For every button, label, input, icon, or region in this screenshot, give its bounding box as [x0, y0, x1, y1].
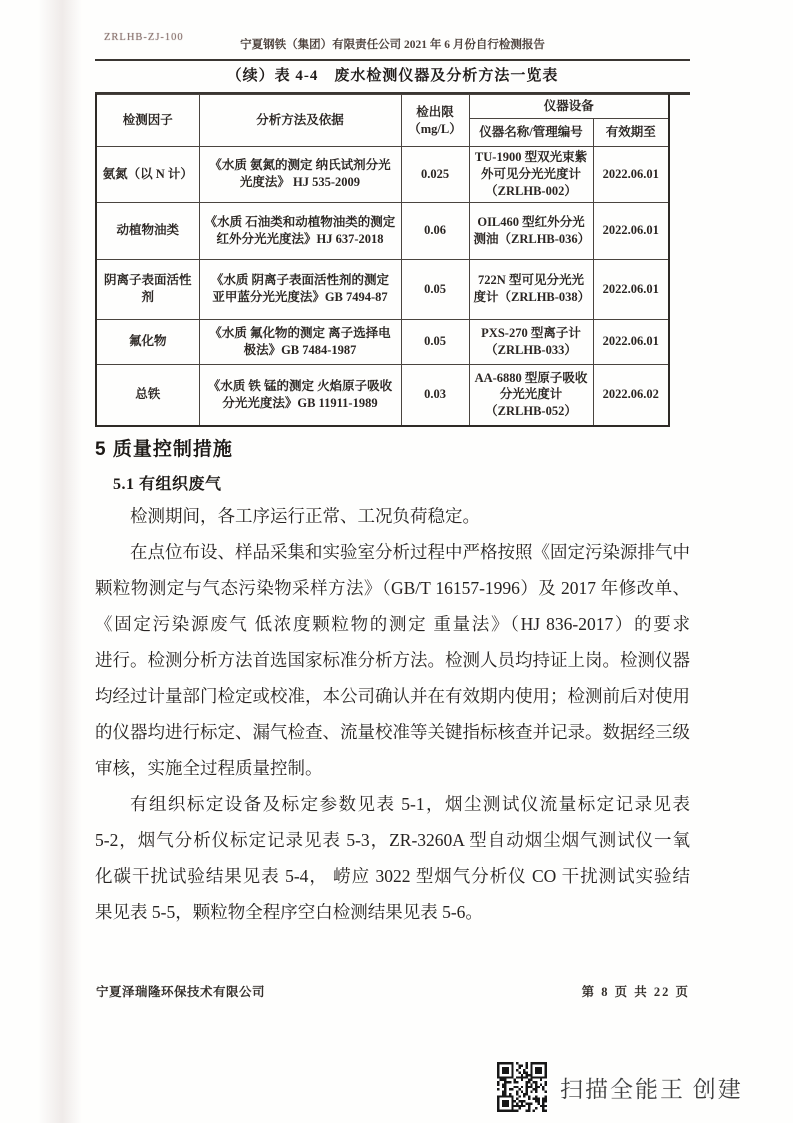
col-limit	[401, 95, 469, 147]
header-rule	[95, 59, 690, 61]
body-line: 进行。检测分析方法首选国家标准分析方法。检测人员均持证上岗。检测仪器	[95, 650, 690, 670]
footer-page-number: 第 8 页 共 22 页	[581, 985, 690, 999]
cell-valid: 2022.06.01	[593, 202, 669, 259]
body-line: 果见表 5-5，颗粒物全程序空白检测结果见表 5-6。	[95, 902, 483, 922]
cell-limit: 0.03	[401, 364, 469, 426]
cell-instrument: AA-6880 型原子吸收分光光度计（ZRLHB-052）	[469, 364, 593, 426]
body-line: 在点位布设、样品采集和实验室分析过程中严格按照《固定污染源排气中	[130, 542, 690, 562]
cell-instrument: 722N 型可见分光光度计（ZRLHB-038）	[469, 259, 593, 319]
body-line: 《固定污染源废气 低浓度颗粒物的测定 重量法》（HJ 836-2017）的要求	[95, 614, 690, 634]
col-method: 分析方法及依据	[199, 95, 401, 147]
cell-valid: 2022.06.01	[593, 259, 669, 319]
table-row	[96, 319, 669, 364]
cell-limit: 0.06	[401, 202, 469, 259]
cell-factor: 阴离子表面活性剂	[96, 259, 199, 319]
body-line: 审核，实施全过程质量控制。	[95, 758, 323, 778]
section-heading: 5 质量控制措施	[95, 439, 233, 460]
body-text	[95, 498, 690, 930]
cell-limit: 0.05	[401, 319, 469, 364]
instruments-table-body	[96, 147, 669, 427]
qr-code-icon	[497, 1062, 547, 1112]
cell-valid: 2022.06.01	[593, 147, 669, 203]
body-line: 5-2，烟气分析仪标定记录见表 5-3，ZR-3260A 型自动烟尘烟气测试仪一氧	[95, 830, 690, 850]
col-instrument-name: 仪器名称/管理编号	[469, 119, 593, 147]
cell-method: 《水质 氟化物的测定 离子选择电极法》GB 7484-1987	[199, 319, 401, 364]
footer-company: 宁夏泽瑞隆环保技术有限公司	[96, 985, 266, 999]
cell-instrument: PXS-270 型离子计（ZRLHB-033）	[469, 319, 593, 364]
col-limit-label: 检出限	[416, 104, 454, 119]
table-row	[96, 147, 669, 203]
col-equipment: 仪器设备	[469, 95, 669, 119]
cell-method: 《水质 阴离子表面活性剂的测定 亚甲蓝分光光度法》GB 7494-87	[199, 259, 401, 319]
cell-valid: 2022.06.02	[593, 364, 669, 426]
cell-limit: 0.025	[401, 147, 469, 203]
cell-instrument: OIL460 型红外分光测油（ZRLHB-036）	[469, 202, 593, 259]
table-row	[96, 202, 669, 259]
body-line: 化碳干扰试验结果见表 5-4， 崂应 3022 型烟气分析仪 CO 干扰测试实验结	[95, 866, 690, 886]
scan-edge-shadow	[38, 0, 82, 1123]
body-line: 颗粒物测定与气态污染物采样方法》（GB/T 16157-1996）及 2017 年修改单、	[95, 578, 690, 598]
body-line: 的仪器均进行标定、漏气检查、流量校准等关键指标核查并记录。数据经三级	[95, 722, 690, 742]
table-header	[96, 95, 669, 147]
col-factor: 检测因子	[96, 95, 199, 147]
report-title: 宁夏钢铁（集团）有限责任公司 2021 年 6 月份自行检测报告	[240, 39, 545, 51]
cell-limit: 0.05	[401, 259, 469, 319]
table-row	[96, 364, 669, 426]
col-limit-unit: （mg/L）	[408, 121, 462, 136]
subsection-heading: 5.1 有组织废气	[113, 476, 222, 493]
table-caption: （续）表 4-4 废水检测仪器及分析方法一览表	[226, 68, 559, 84]
camscanner-label: 扫描全能王 创建	[560, 1077, 743, 1102]
cell-valid: 2022.06.01	[593, 319, 669, 364]
body-line: 均经过计量部门检定或校准，本公司确认并在有效期内使用；检测前后对使用	[95, 686, 690, 706]
cell-factor: 氟化物	[96, 319, 199, 364]
cell-method: 《水质 铁 锰的测定 火焰原子吸收分光光度法》GB 11911-1989	[199, 364, 401, 426]
col-valid-until: 有效期至	[593, 119, 669, 147]
cell-method: 《水质 氨氮的测定 纳氏试剂分光光度法》 HJ 535-2009	[199, 147, 401, 203]
table-row	[96, 259, 669, 319]
body-line: 检测期间，各工序运行正常、工况负荷稳定。	[130, 506, 480, 526]
cell-factor: 氨氮（以 N 计）	[96, 147, 199, 203]
body-line: 有组织标定设备及标定参数见表 5-1，烟尘测试仪流量标定记录见表	[130, 794, 690, 814]
cell-instrument: TU-1900 型双光束紫外可见分光光度计（ZRLHB-002）	[469, 147, 593, 203]
cell-method: 《水质 石油类和动植物油类的测定 红外分光光度法》HJ 637-2018	[199, 202, 401, 259]
cell-factor: 总铁	[96, 364, 199, 426]
instruments-table	[95, 94, 670, 427]
cell-factor: 动植物油类	[96, 202, 199, 259]
doc-code: ZRLHB-ZJ-100	[104, 32, 184, 43]
